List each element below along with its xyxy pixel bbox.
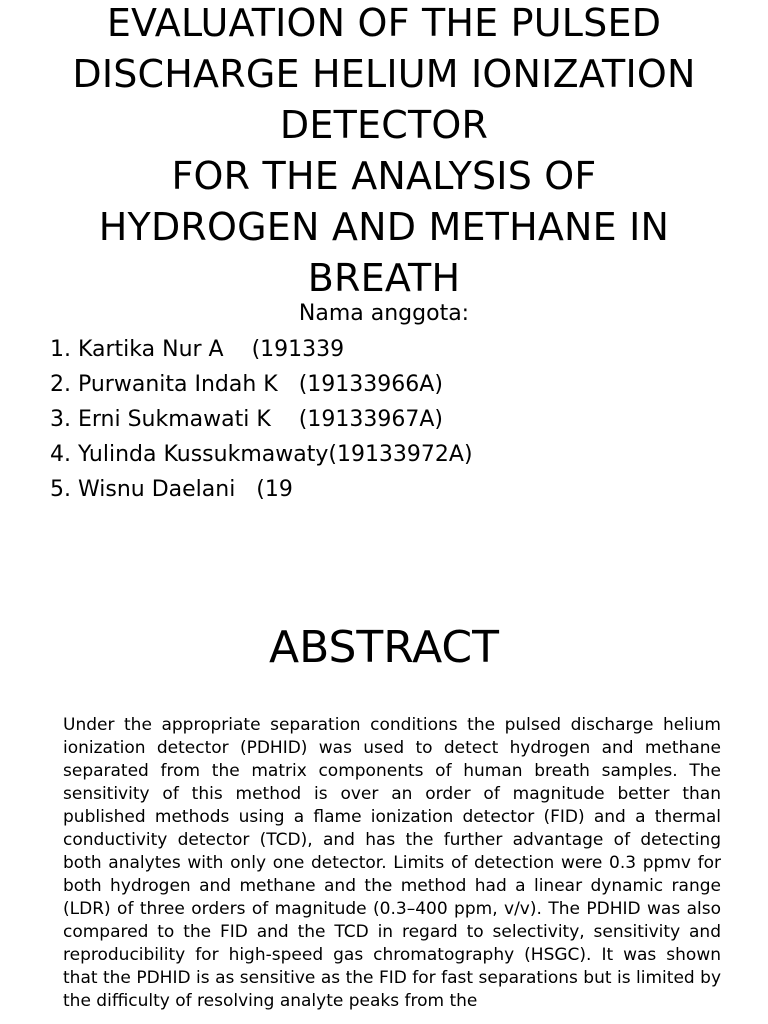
member-item: 2. Purwanita Indah K (19133966A) xyxy=(50,372,443,397)
abstract-body: Under the appropriate separation conditions the pulsed discharge helium ionization detector (PDHID) was used to detect hydrogen and methane separated from the matrix components of human breath samples. The sensitivity of this method is over an order of magnitude better than published methods using a flame ionization detector (FID) and a thermal conductivity detector (TCD), and has the further advantage of detecting both analytes with only one detector. Limits of detection were 0.3 ppmv for both hydrogen and methane and the method had a linear dynamic range (LDR) of three orders of magnitude (0.3–400 ppm, v/v). The PDHID was also compared to the FID and the TCD in regard to selectivity, sensitivity and reproducibility for high-speed gas chromatography (HSGC). It was shown that the PDHID is as sensitive as the FID for fast separations but is limited by the difficulty of resolving analyte peaks from the xyxy=(63,715,721,1011)
document-title xyxy=(20,0,748,304)
title-line: DETECTOR xyxy=(279,103,489,147)
member-item: 3. Erni Sukmawati K (19133967A) xyxy=(50,407,443,432)
title-line: BREATH xyxy=(307,256,461,300)
member-list xyxy=(50,332,750,507)
member-item: 1. Kartika Nur A (191339 xyxy=(50,337,345,362)
member-item: 4. Yulinda Kussukmawaty(19133972A) xyxy=(50,442,473,467)
member-item: 5. Wisnu Daelani (19 xyxy=(50,477,293,502)
title-line: FOR THE ANALYSIS OF xyxy=(171,154,597,198)
title-line: EVALUATION OF THE PULSED xyxy=(106,1,662,45)
members-heading: Nama anggota: xyxy=(298,301,470,326)
title-line: DISCHARGE HELIUM IONIZATION xyxy=(72,52,696,96)
abstract-heading: ABSTRACT xyxy=(268,622,500,673)
title-line: HYDROGEN AND METHANE IN xyxy=(98,205,670,249)
